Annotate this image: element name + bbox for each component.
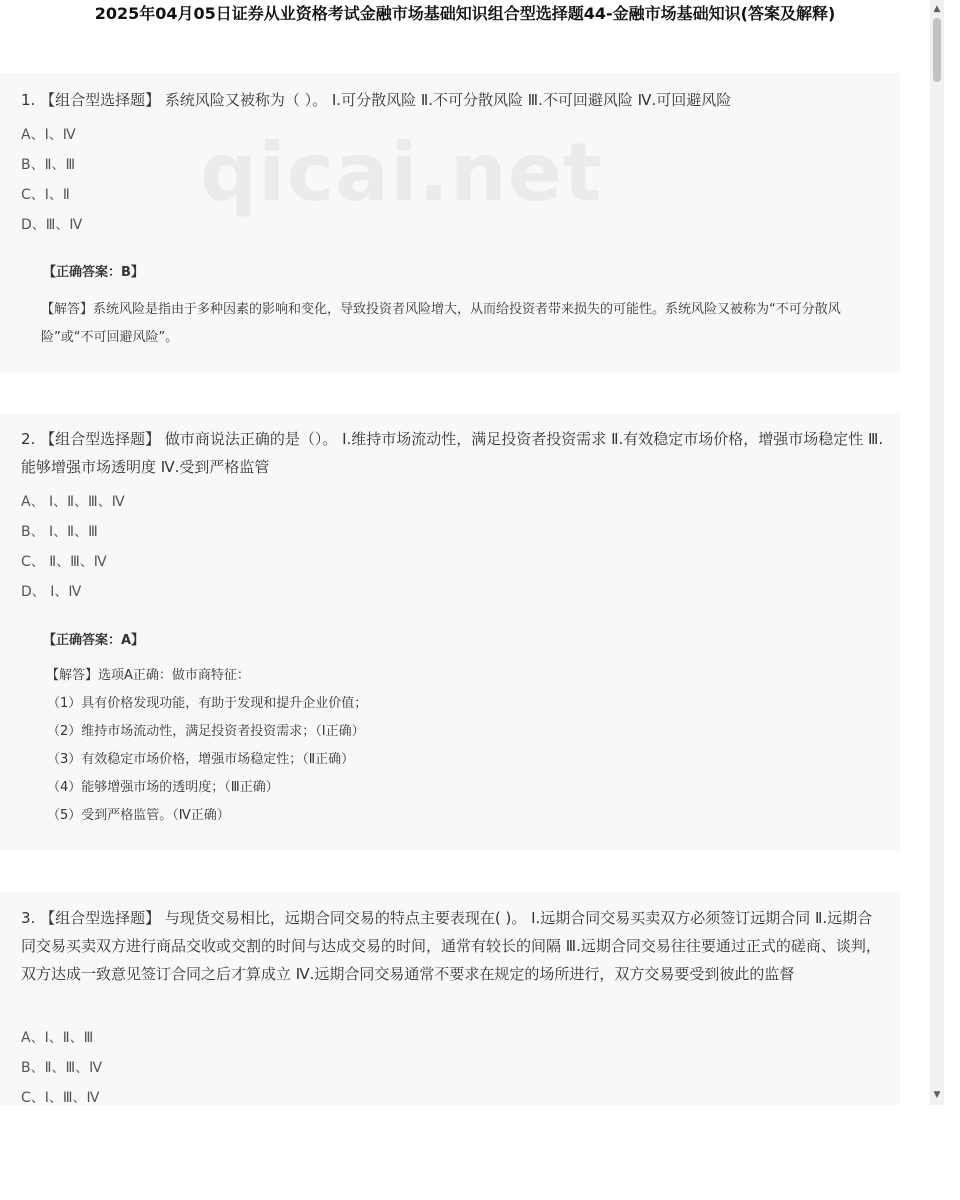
question-stem-3: 3. 【组合型选择题】 与现货交易相比，远期合同交易的特点主要表现在( )。 Ⅰ.远期合同交易买卖双方必须签订远期合同 Ⅱ.远期合同交易买卖双方进行商品交收或交割的时间与达成交易的时间，通常有较长的间隔 Ⅲ.远期合同交易往往要通过正式的磋商、谈判，双方达成一致意见签订合同之后才算成立 Ⅳ.远期合同交易通常不要求在规定的场所进行，双方交易要受到彼此的监督 xyxy=(21,909,881,983)
scroll-down-icon[interactable]: ▼ xyxy=(933,1090,941,1100)
option-1-b[interactable]: B、Ⅱ、Ⅲ xyxy=(21,157,76,173)
question-card-1 xyxy=(0,73,900,373)
explanation-2-line: （4）能够增强市场的透明度；（Ⅲ正确） xyxy=(47,780,279,795)
option-2-c[interactable]: C、 Ⅱ、Ⅲ、Ⅳ xyxy=(21,554,107,570)
watermark-logo: qicai.net xyxy=(200,126,603,219)
option-3-c[interactable]: C、Ⅰ、Ⅲ、Ⅳ xyxy=(21,1090,100,1105)
option-2-b[interactable]: B、 Ⅰ、Ⅱ、Ⅲ xyxy=(21,524,98,540)
option-3-b[interactable]: B、Ⅱ、Ⅲ、Ⅳ xyxy=(21,1060,103,1076)
option-2-d[interactable]: D、 Ⅰ、Ⅳ xyxy=(21,584,82,600)
option-1-a[interactable]: A、Ⅰ、Ⅳ xyxy=(21,127,76,143)
option-3-a[interactable]: A、Ⅰ、Ⅱ、Ⅲ xyxy=(21,1030,94,1046)
vertical-scrollbar[interactable] xyxy=(930,0,944,1105)
scrollbar-thumb[interactable] xyxy=(933,18,941,82)
correct-answer-2: 【正确答案：A】 xyxy=(43,633,145,648)
page-title: 2025年04月05日证券从业资格考试金融市场基础知识组合型选择题44-金融市场基础知识(答案及解释) xyxy=(94,4,836,23)
scroll-up-icon[interactable]: ▲ xyxy=(933,4,941,14)
question-card-2 xyxy=(0,413,900,851)
explanation-2-line: （5）受到严格监管。（Ⅳ正确） xyxy=(47,808,230,823)
question-card-3 xyxy=(0,892,900,1105)
question-stem-1: 1. 【组合型选择题】 系统风险又被称为（ ）。 Ⅰ.可分散风险 Ⅱ.不可分散风险 Ⅲ.不可回避风险 Ⅳ.可回避风险 xyxy=(21,91,732,109)
option-1-d[interactable]: D、Ⅲ、Ⅳ xyxy=(21,217,83,233)
correct-answer-1: 【正确答案：B】 xyxy=(43,265,144,280)
explanation-2-line: （2）维持市场流动性，满足投资者投资需求；（Ⅰ正确） xyxy=(47,724,365,739)
option-2-a[interactable]: A、 Ⅰ、Ⅱ、Ⅲ、Ⅳ xyxy=(21,494,125,510)
question-stem-2: 2. 【组合型选择题】 做市商说法正确的是（）。 Ⅰ.维持市场流动性，满足投资者投资需求 Ⅱ.有效稳定市场价格，增强市场稳定性 Ⅲ.能够增强市场透明度 Ⅳ.受到严格监管 xyxy=(21,430,884,476)
explanation-2-line: （3）有效稳定市场价格，增强市场稳定性；（Ⅱ正确） xyxy=(47,752,355,767)
option-1-c[interactable]: C、Ⅰ、Ⅱ xyxy=(21,187,70,203)
explanation-1: 【解答】系统风险是指由于多种因素的影响和变化，导致投资者风险增大，从而给投资者带来损失的可能性。系统风险又被称为“不可分散风险”或“不可回避风险”。 xyxy=(41,302,841,345)
explanation-2-line: 【解答】选项A正确：做市商特征： xyxy=(46,668,250,683)
explanation-2-line: （1）具有价格发现功能，有助于发现和提升企业价值； xyxy=(47,696,368,711)
